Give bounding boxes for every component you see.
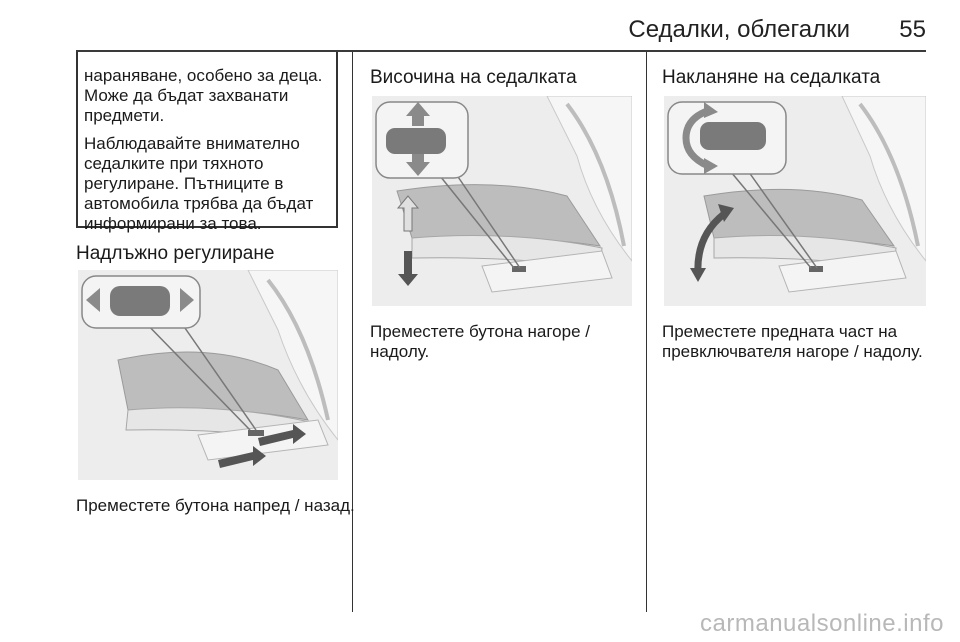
seat-tilt-illustration [664, 96, 926, 306]
column-divider-2 [646, 52, 647, 612]
warning-paragraph: Наблюдавайте внимателно седалките при тяхното регулиране. Пътниците в автомобила трябва да бъдат информирани за това. [84, 134, 314, 233]
warning-box [76, 52, 338, 233]
watermark: carmanualsonline.info [700, 610, 944, 637]
page-number: 55 [899, 16, 926, 43]
warning-paragraph: нараняване, особено за деца. Може да бъдат захванати предмети. [84, 66, 323, 125]
caption-longitudinal: Преместете бутона напред / назад. [76, 496, 355, 515]
caption-seat-height: Преместете бутона нагоре / надолу. [370, 322, 590, 361]
seat-longitudinal-illustration [78, 270, 338, 480]
seat-height-illustration [372, 96, 632, 306]
page-header-title: Седалки, облегалки [628, 16, 850, 43]
caption-seat-tilt: Преместете предната част на превключвателя нагоре / надолу. [662, 322, 923, 361]
heading-longitudinal-adjustment: Надлъжно регулиране [76, 243, 275, 264]
column-divider-1 [352, 52, 353, 612]
heading-seat-tilt: Накланяне на седалката [662, 67, 881, 88]
heading-seat-height: Височина на седалката [370, 67, 577, 88]
